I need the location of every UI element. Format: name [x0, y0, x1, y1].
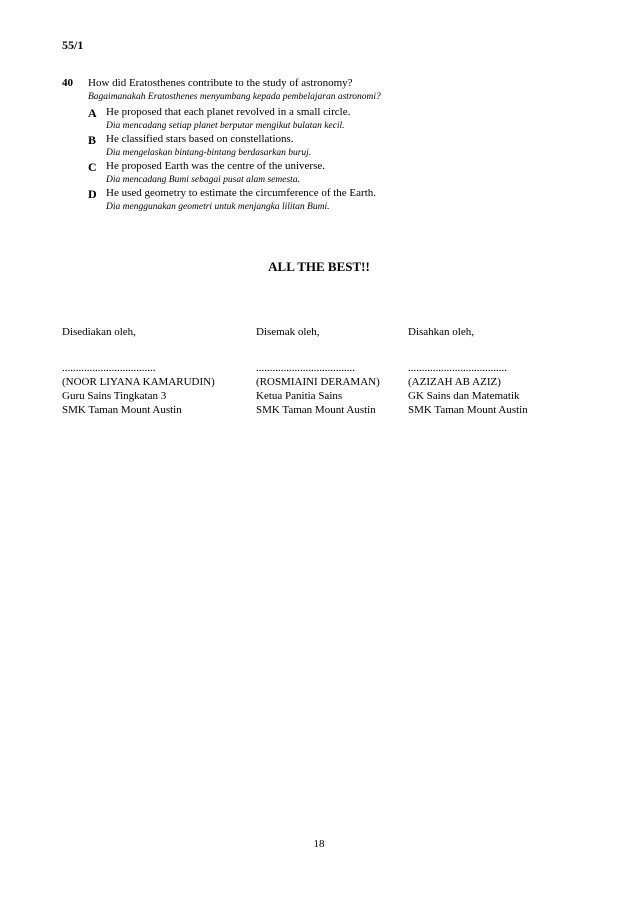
option-text-en: He classified stars based on constellations. [106, 133, 294, 145]
option-text-en: He used geometry to estimate the circumference of the Earth. [106, 187, 376, 199]
option-d [88, 187, 488, 217]
signature-title: Guru Sains Tingkatan 3 [62, 390, 167, 402]
option-text-ms: Dia menggunakan geometri untuk menjangka lilitan Bumi. [106, 202, 330, 212]
signature-role: Disediakan oleh, [62, 326, 136, 338]
option-letter: A [88, 106, 97, 120]
option-text-ms: Dia mencadang setiap planet berputar mengikut bulatan kecil. [106, 121, 345, 131]
closing-message: ALL THE BEST!! [268, 259, 370, 274]
signature-role: Disahkan oleh, [408, 326, 474, 338]
question-text-ms: Bagaimanakah Eratosthenes menyumbang kepada pembelajaran astronomi? [88, 92, 381, 102]
option-text-en: He proposed Earth was the centre of the universe. [106, 160, 326, 172]
option-a [88, 106, 488, 136]
signature-name: (NOOR LIYANA KAMARUDIN) [62, 376, 215, 388]
signature-name: (AZIZAH AB AZIZ) [408, 376, 501, 388]
signature-block-approved [408, 325, 528, 417]
signature-title: GK Sains dan Matematik [408, 390, 520, 402]
question-text-en: How did Eratosthenes contribute to the study of astronomy? [88, 77, 353, 89]
signature-block-reviewed [256, 325, 380, 417]
signature-school: SMK Taman Mount Austin [62, 404, 182, 416]
signature-school: SMK Taman Mount Austin [408, 404, 528, 416]
option-text-ms: Dia mengelaskan bintang-bintang berdasarkan buruj. [106, 148, 312, 158]
option-c [88, 160, 488, 190]
option-text-en: He proposed that each planet revolved in a small circle. [106, 106, 351, 118]
signature-line: .................................... [256, 362, 355, 374]
signature-title: Ketua Panitia Sains [256, 390, 343, 402]
signature-name: (ROSMIAINI DERAMAN) [256, 376, 380, 388]
option-text-ms: Dia mencadang Bumi sebagai pusat alam semesta. [106, 175, 300, 185]
signature-block-prepared [62, 325, 215, 417]
option-letter: C [88, 160, 97, 174]
signature-role: Disemak oleh, [256, 326, 320, 338]
question-number: 40 [62, 77, 73, 89]
page-number: 18 [313, 838, 325, 850]
option-letter: B [88, 133, 97, 147]
option-letter: D [88, 187, 97, 201]
signature-line: .................................... [408, 362, 507, 374]
signature-school: SMK Taman Mount Austin [256, 404, 376, 416]
paper-code: 55/1 [62, 38, 84, 52]
signature-line: .................................. [62, 362, 156, 374]
option-b [88, 133, 488, 163]
